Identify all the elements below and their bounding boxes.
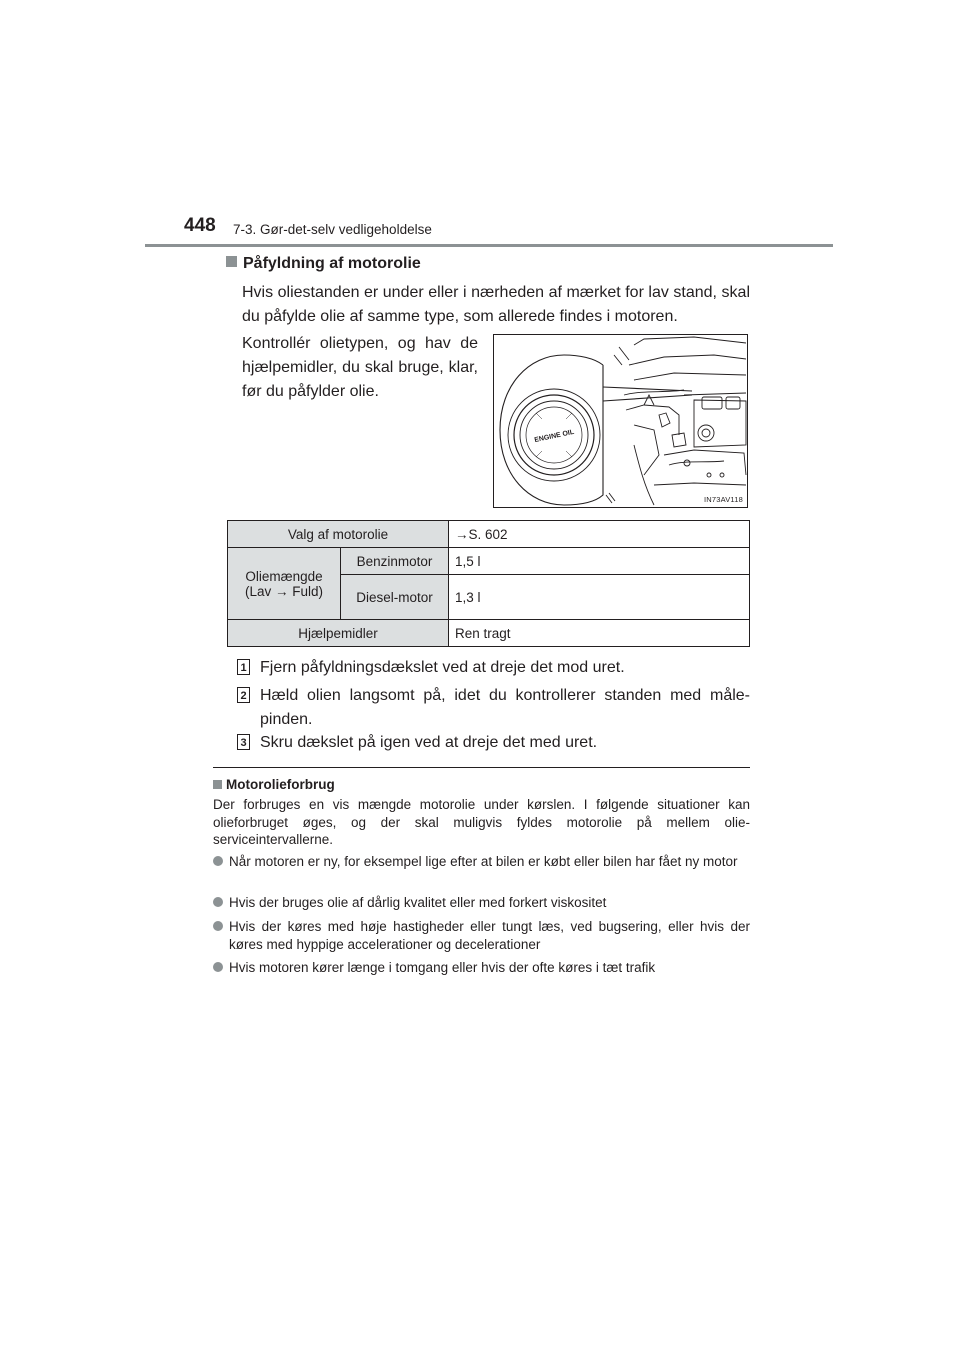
list-item	[213, 918, 750, 953]
engine-bay-illustration	[494, 335, 747, 507]
table-value-diesel-engine: 1,3 l	[449, 575, 750, 620]
header-rule	[145, 244, 833, 247]
info-heading-text: Motorolieforbrug	[226, 777, 335, 792]
table-label-tools: Hjælpemidler	[228, 620, 449, 647]
step-text: Hæld olien langsomt på, idet du kontrollerer standen med måle-pinden.	[260, 687, 750, 728]
step-text: Skru dækslet på igen ved at dreje det med uret.	[260, 734, 598, 751]
table-row	[228, 620, 750, 647]
engine-oil-cap-figure	[493, 334, 748, 508]
table-value-tools: Ren tragt	[449, 620, 750, 647]
table-row	[228, 521, 750, 548]
table-label-oil-quantity: Oliemængde (Lav → Fuld)	[228, 548, 341, 620]
list-item-text: Hvis motoren kører længe i tomgang eller hvis der ofte køres i tæt trafik	[229, 960, 656, 975]
list-item-text: Når motoren er ny, for eksempel lige efter at bilen er købt eller bilen har fået ny motor	[229, 854, 738, 869]
list-item	[213, 894, 750, 912]
step-2	[242, 684, 750, 732]
paragraph-check-oil-type: Kontrollér olietypen, og hav de hjælpemidler, du skal bruge, klar, før du påfylder olie.	[242, 335, 478, 400]
step-1	[242, 656, 750, 680]
paragraph-oil-level: Hvis oliestanden er under eller i nærheden af mærket for lav stand, skal du påfylde olie af samme type, som allerede findes i motoren.	[242, 284, 750, 325]
step-text: Fjern påfyldningsdækslet ved at dreje det mod uret.	[260, 659, 625, 676]
info-paragraph: Der forbruges en vis mængde motorolie under kørslen. I følgende situationer kan olieforbruget øges, og der skal muligvis fyldes motorolie på mellem olie-serviceintervallerne.	[213, 797, 750, 847]
figure-code: IN73AV118	[703, 495, 743, 504]
bullet-dot-icon	[213, 921, 223, 931]
heading-square-icon	[226, 256, 237, 267]
list-item	[213, 959, 750, 977]
bullet-dot-icon	[213, 897, 223, 907]
step-number-badge: 3	[237, 734, 250, 750]
list-item-text: Hvis der bruges olie af dårlig kvalitet eller med forkert viskositet	[229, 895, 607, 910]
info-divider	[213, 767, 750, 768]
section-title: 7-3. Gør-det-selv vedligeholdelse	[233, 222, 432, 237]
info-square-icon	[213, 780, 222, 789]
bullet-dot-icon	[213, 962, 223, 972]
page-number: 448	[184, 215, 216, 236]
table-value-petrol-engine: 1,5 l	[449, 548, 750, 575]
section-heading	[226, 255, 421, 273]
cap-label: ENGINE OIL	[533, 428, 575, 445]
table-label-petrol-engine: Benzinmotor	[341, 548, 449, 575]
info-heading	[213, 777, 335, 792]
step-number-badge: 1	[237, 659, 250, 675]
oil-spec-table	[227, 520, 750, 647]
heading-text: Påfyldning af motorolie	[243, 255, 421, 272]
step-number-badge: 2	[237, 687, 250, 703]
list-item-text: Hvis der køres med høje hastigheder eller tungt læs, ved bugsering, eller hvis der køres med hyppige accelerationer og decelerationer	[229, 919, 750, 952]
bullet-dot-icon	[213, 856, 223, 866]
table-label-diesel-engine: Diesel-motor	[341, 575, 449, 620]
table-value-oil-choice: →S. 602	[449, 521, 750, 548]
table-label-oil-choice: Valg af motorolie	[228, 521, 449, 548]
table-row	[228, 548, 750, 575]
list-item	[213, 853, 750, 871]
step-3	[242, 731, 750, 755]
